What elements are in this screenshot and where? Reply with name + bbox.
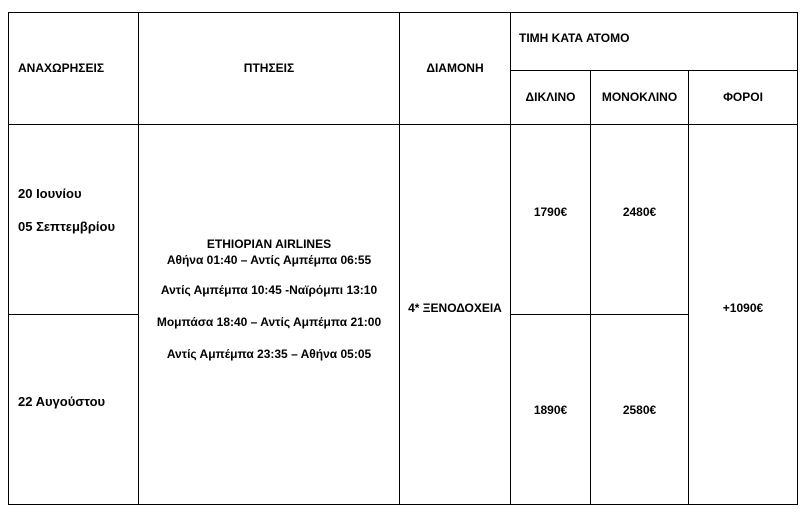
taxes-value: +1090€ bbox=[722, 301, 764, 315]
tour-price-table bbox=[8, 12, 798, 505]
table-border-bottom bbox=[8, 504, 798, 505]
col-sep-5 bbox=[688, 70, 689, 505]
header-separator bbox=[8, 124, 798, 125]
group-separator-prices bbox=[510, 314, 688, 315]
header-departures: ΑΝΑΧΩΡΗΣΕΙΣ bbox=[18, 61, 105, 75]
flight-leg: Αντίς Αμπέμπα 10:45 -Ναϊρόμπι 13:10 bbox=[160, 283, 378, 297]
flight-leg: Μομπάσα 18:40 – Αντίς Αμπέμπα 21:00 bbox=[156, 315, 382, 329]
departure-date: 20 Ιουνίου bbox=[18, 186, 82, 201]
airline-name: ETHIOPIAN AIRLINES bbox=[206, 237, 332, 251]
table-border-right bbox=[797, 12, 798, 505]
price-double: 1790€ bbox=[533, 205, 568, 219]
flight-leg: Αντίς Αμπέμπα 23:35 – Αθήνα 05:05 bbox=[166, 347, 372, 361]
header-price-per-person: ΤΙΜΗ ΚΑΤΑ ΑΤΟΜΟ bbox=[519, 31, 630, 45]
header-flights: ΠΤΗΣΕΙΣ bbox=[243, 61, 295, 75]
departure-date: 22 Αυγούστου bbox=[18, 394, 106, 409]
header-double: ΔΙΚΛΙΝΟ bbox=[525, 90, 576, 104]
price-double: 1890€ bbox=[533, 403, 568, 417]
group-separator-dates bbox=[8, 314, 138, 315]
header-single: ΜΟΝΟΚΛΙΝΟ bbox=[601, 90, 678, 104]
departure-date: 05 Σεπτεμβρίου bbox=[18, 219, 116, 234]
price-single: 2480€ bbox=[622, 205, 657, 219]
header-accommodation: ΔΙΑΜΟΝΗ bbox=[426, 61, 484, 75]
accommodation-value: 4* ΞΕΝΟΔΟΧΕΙΑ bbox=[408, 301, 502, 315]
flights-details bbox=[139, 236, 399, 362]
header-taxes: ΦΟΡΟΙ bbox=[723, 90, 763, 104]
flight-leg: Αθήνα 01:40 – Αντίς Αμπέμπα 06:55 bbox=[166, 253, 372, 267]
table-border-left bbox=[8, 12, 9, 505]
price-single: 2580€ bbox=[622, 403, 657, 417]
col-sep-4 bbox=[590, 70, 591, 505]
